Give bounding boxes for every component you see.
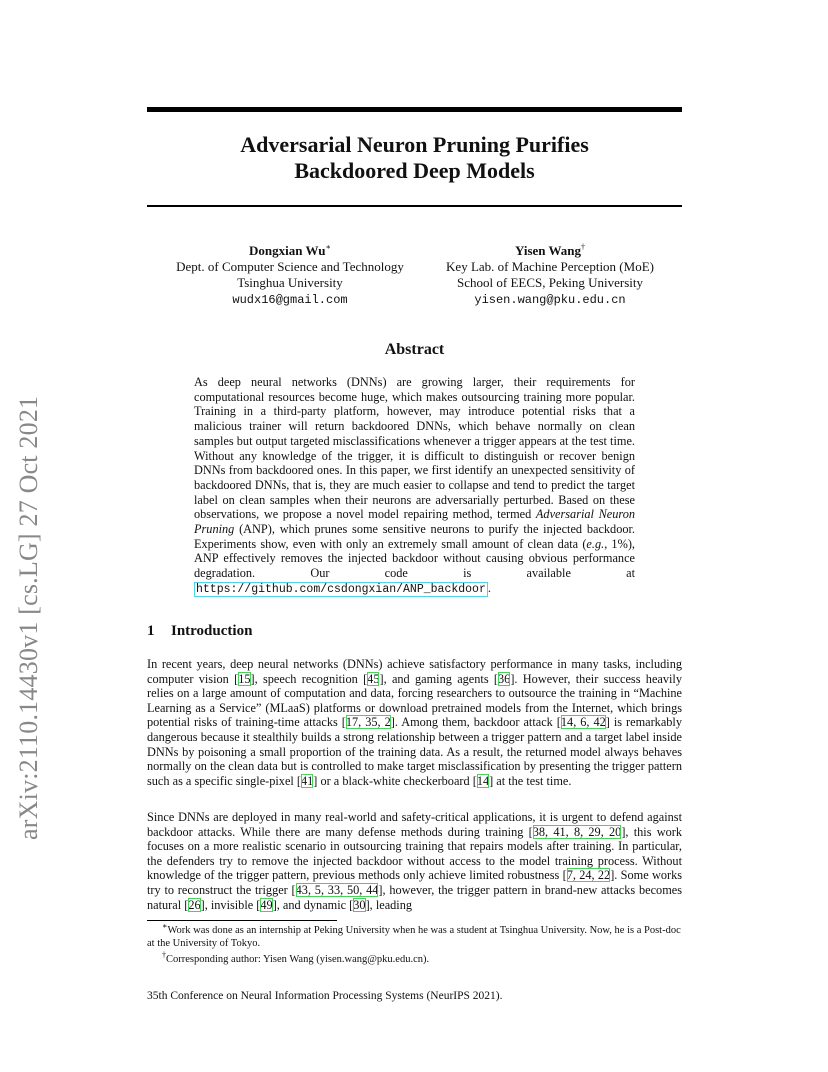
intro-paragraph-1	[147, 657, 682, 788]
author-institution: Tsinghua University	[237, 275, 343, 291]
citation-link[interactable]: 17, 35, 2	[345, 715, 391, 730]
abstract-text: , 1%), ANP effectively removes the injected backdoor without causing obvious performance degradation. Our code is available at	[194, 536, 635, 581]
section-title: Introduction	[171, 623, 253, 639]
citation-link[interactable]: 7, 24, 22	[566, 868, 611, 883]
author-footnote-mark: †	[581, 242, 586, 252]
citation-link[interactable]: 41	[301, 773, 314, 788]
footnote-rule	[147, 920, 337, 921]
paragraph-text: ], this work focuses on a more realistic scenario in outsourcing training that repairs models after training. In particular, the defenders try to remove the injected backdoor without access to the model training process. Without knowledge of the trigger pattern, previous methods only achieve limited robustness [	[147, 824, 682, 883]
paragraph-text: ], speech recognition [	[250, 671, 368, 686]
intro-paragraph-2	[147, 810, 682, 912]
footnote-mark: ∗	[162, 921, 168, 931]
paragraph-text: ], and dynamic [	[272, 897, 354, 912]
author-institution: School of EECS, Peking University	[457, 275, 643, 291]
abstract-text: .	[487, 580, 491, 595]
paragraph-text: ] is remarkably dangerous because it stealthily builds a strong relationship between a trigger pattern and a target label inside DNNs by poisoning a small proportion of the training data. As a result, the returned model always behaves normally on the clean data but is controlled to make target misclassification by presenting the trigger pattern such as a specific single-pixel [	[147, 715, 683, 788]
author-affiliation: Key Lab. of Machine Perception (MoE)	[446, 259, 654, 275]
paragraph-text: ]. However, their success heavily relies on a large amount of computation and data, forcing researchers to outsource the training in “Machine Learning as a Service” (MLaaS) platforms or download pretrained models from the Internet, which brings potential risks of training-time attacks [	[147, 671, 682, 730]
citation-link[interactable]: 36	[498, 671, 511, 686]
paragraph-text: ], however, the trigger pattern in brand-new attacks becomes natural [	[147, 882, 682, 912]
abstract-text: As deep neural networks (DNNs) are growing larger, their requirements for computational resources become huge, which makes outsourcing training more popular. Training in a third-party platform, however, may introduce potential risks that a malicious trainer will return backdoored DNNs, which behave normally on clean samples but output targeted misclassifications whenever a trigger appears at the test time. Without any knowledge of the trigger, it is difficult to distinguish or recover benign DNNs from backdoored ones. In this paper, we first identify an unexpected sensitivity of backdoored DNNs, that is, they are much easier to collapse and tend to predict the target label on clean samples when their neurons are adversarially perturbed. Based on these observations, we propose a novel model repairing method, termed	[194, 375, 635, 522]
citation-link[interactable]: 49	[260, 897, 273, 912]
paragraph-text: ], leading	[365, 897, 413, 912]
method-name: Adversarial Neuron Pruning	[194, 507, 636, 537]
abstract-text: (ANP), which prunes some sensitive neurons to purify the injected backdoor. Experiments show, even with only an extremely small amount of clean data (	[194, 522, 635, 551]
footnote-text: Corresponding author: Yisen Wang (yisen.wang@pku.edu.cn).	[166, 954, 430, 965]
title-line-1: Adversarial Neuron Pruning Purifies	[240, 132, 589, 157]
author-email: yisen.wang@pku.edu.cn	[474, 292, 626, 307]
citation-link[interactable]: 26	[188, 897, 201, 912]
conference-venue: 35th Conference on Neural Information Processing Systems (NeurIPS 2021).	[147, 990, 503, 1002]
footnote-text: Work was done as an internship at Peking University when he was a student at Tsinghua University. Now, he is a Post-doc at the University of Tokyo.	[147, 925, 681, 949]
code-link[interactable]: https://github.com/csdongxian/ANP_backdoor	[196, 582, 486, 596]
paragraph-text: Since DNNs are deployed in many real-world and safety-critical applications, it is urgent to defend against backdoor attacks. While there are many defense methods during training [	[147, 810, 682, 839]
author-email: wudx16@gmail.com	[232, 292, 348, 307]
citation-link[interactable]: 45	[367, 671, 380, 686]
author-name: Dongxian Wu	[249, 243, 326, 258]
title-bottom-rule	[147, 205, 682, 207]
footnote-mark: †	[162, 950, 166, 960]
footnote-2	[147, 950, 682, 966]
author-affiliation: Dept. of Computer Science and Technology	[176, 259, 404, 275]
citation-link[interactable]: 30	[353, 897, 366, 912]
citation-link[interactable]: 15	[238, 671, 251, 686]
paragraph-text: ]. Some works try to reconstruct the trigger [	[147, 868, 683, 897]
title-top-rule	[147, 107, 682, 112]
paragraph-text: In recent years, deep neural networks (DNNs) achieve satisfactory performance in many tasks, including computer vision [	[147, 657, 682, 686]
author-block-2	[420, 243, 680, 308]
author-footnote-mark: ∗	[325, 242, 331, 252]
paragraph-text: ], and gaming agents [	[379, 671, 499, 686]
citation-link[interactable]: 14	[476, 773, 490, 788]
arxiv-identifier-stamp: arXiv:2110.14430v1 [cs.LG] 27 Oct 2021	[14, 395, 43, 840]
paragraph-text: ] at the test time.	[489, 773, 572, 788]
author-block-1	[160, 243, 420, 308]
footnote-1	[147, 921, 682, 950]
citation-link[interactable]: 43, 5, 33, 50, 44	[295, 882, 379, 897]
abstract-body	[194, 375, 635, 598]
paragraph-text: ] or a black-white checkerboard [	[313, 773, 477, 788]
abstract-eg: e.g.	[586, 536, 605, 551]
section-heading	[147, 623, 252, 640]
title-line-2: Backdoored Deep Models	[294, 158, 535, 183]
paragraph-text: ]. Among them, backdoor attack [	[390, 715, 561, 730]
citation-link[interactable]: 14, 6, 42	[560, 715, 606, 730]
author-name: Yisen Wang	[514, 243, 582, 258]
section-number: 1	[147, 623, 155, 639]
paragraph-text: ], invisible [	[200, 897, 261, 912]
abstract-heading: Abstract	[384, 341, 445, 358]
paper-title	[147, 132, 682, 184]
citation-link[interactable]: 38, 41, 8, 29, 20	[532, 824, 622, 839]
